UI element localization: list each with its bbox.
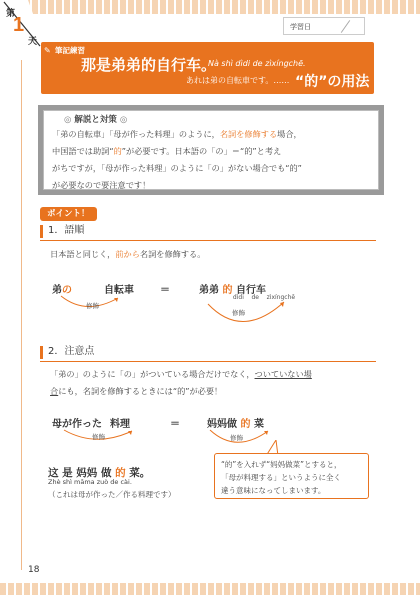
note-box [214, 453, 369, 499]
note-line-3: 違う意味になってしまいます。 [221, 486, 326, 495]
section-1-title: 1．語順 [40, 223, 376, 241]
day-badge-suffix: 天 [28, 37, 38, 47]
study-date-box[interactable] [283, 17, 365, 35]
bottom-decorative-border [0, 583, 420, 595]
day-badge [0, 0, 44, 50]
header-japanese: あれは弟の自転車です。…… [186, 76, 290, 85]
page-number: 18 [28, 565, 40, 575]
explanation-line-2: 中国語では助詞“的”が必要です。日本語の「の」＝“的”と考え [52, 146, 282, 156]
example-1-pinyin: dìdi de zìxíngchē [232, 294, 296, 301]
modify-label-2: 修飾 [232, 309, 245, 317]
top-decorative-border [0, 0, 420, 14]
date-slash [341, 20, 350, 33]
modify-label-3: 修飾 [92, 433, 105, 441]
day-badge-number: 1 [13, 14, 25, 36]
note-line-2: 「母が料理する」というように全く [221, 473, 341, 482]
modify-label-1: 修飾 [86, 302, 99, 310]
point-tag: ポイント！ [40, 207, 97, 221]
header-chinese-sentence: 那是弟弟的自行车。 [81, 56, 217, 74]
section-2-title: 2．注意点 [40, 344, 376, 362]
equals-sign-2: ＝ [170, 419, 180, 430]
section-1-text: 日本語と同じく，前から名詞を修飾する。 [50, 249, 206, 259]
eye-icon-right: ◎ [116, 115, 128, 125]
header-pinyin: Nà shì dìdi de zìxíngchē. [208, 59, 306, 68]
explanation-line-4: が必要なので要注意です！ [52, 180, 151, 190]
modify-arrow-2 [202, 300, 292, 334]
explanation-line-3: がちですが，「母が作った料理」のように「の」がない場合でも“的” [52, 163, 302, 173]
example-2-chinese: 妈妈做 的 菜 [207, 419, 264, 430]
example-2-japanese: 母が作った 料理 [52, 419, 130, 430]
header-label: 筆記練習 [55, 46, 85, 55]
day-badge-prefix: 第 [6, 9, 16, 19]
explanation-line-1: 「弟の自転車」「母が作った料理」のように，名詞を修飾する場合， [52, 129, 302, 139]
example-1-chinese: 弟弟 的 自行车 [199, 285, 266, 296]
header-usage-title: “的”の用法 [295, 74, 370, 90]
section-2-line-1: 「弟の」のように「の」がついている場合だけでなく，ついていない場 [50, 369, 312, 379]
margin-rule [21, 60, 22, 570]
example-1-japanese: 弟の 自転車 [52, 285, 134, 296]
eye-icon: ◎ [64, 115, 75, 125]
study-date-label: 学習日 [290, 23, 311, 31]
example-sentence-pinyin: Zhè shì māma zuò de cài. [48, 478, 132, 486]
pencil-icon: ✎ [44, 46, 51, 55]
example-sentence-translation: （これは母が作った／作る料理です） [48, 490, 176, 499]
lesson-header [41, 42, 374, 94]
explanation-title-text: 解説と対策 [74, 115, 117, 125]
explanation-text [52, 126, 370, 194]
example-sentence: 这 是 妈妈 做 的 菜。 [48, 467, 151, 479]
section-2-line-2: 合にも，名詞を修飾するときには“的”が必要！ [50, 386, 223, 396]
explanation-title [64, 113, 127, 125]
equals-sign-1: ＝ [160, 285, 170, 296]
note-line-1: “的”を入れず“妈妈做菜”とすると， [221, 460, 342, 469]
modify-label-4: 修飾 [230, 434, 243, 442]
